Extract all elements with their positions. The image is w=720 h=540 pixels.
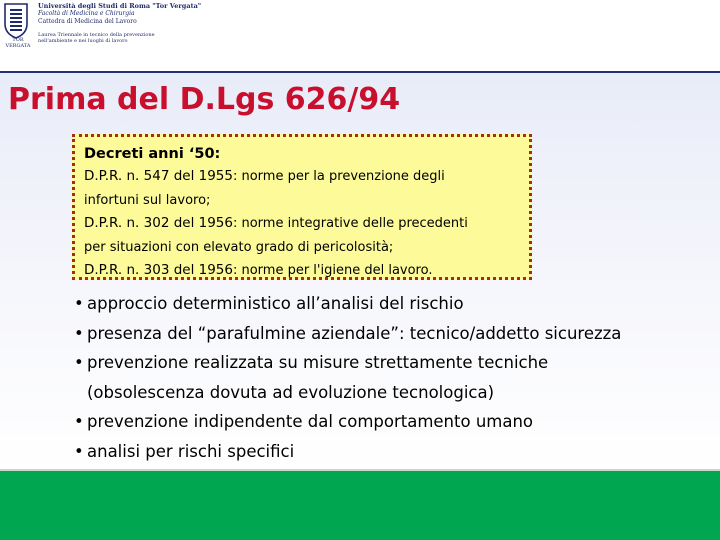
decree-ref: D.P.R. n. 547 del 1955	[84, 168, 233, 184]
bullet-item	[74, 437, 714, 467]
decree-desc: : norme per la prevenzione degli	[232, 169, 445, 184]
course-line-2: nell'ambiente e nei luoghi di lavoro	[38, 38, 128, 44]
bullet-icon: •	[74, 412, 84, 431]
institution-lines	[38, 2, 208, 44]
decreti-row	[84, 212, 521, 236]
decreti-row	[84, 165, 521, 189]
bullet-item	[74, 289, 714, 319]
chair-name: Cattedra di Medicina del Lavoro	[38, 18, 137, 25]
faculty-name: Facoltà di Medicina e Chirurgia	[38, 10, 135, 17]
slide-title: Prima del D.Lgs 626/94	[8, 82, 401, 117]
bullet-text: prevenzione realizzata su misure strettamente tecniche	[87, 353, 549, 372]
bullet-item	[74, 407, 714, 437]
bullet-item	[74, 319, 714, 349]
bullet-text: prevenzione indipendente dal comportamento umano	[87, 412, 534, 431]
university-name: Università degli Studi di Roma "Tor Vergata"	[38, 2, 202, 10]
bullet-continuation: (obsolescenza dovuta ad evoluzione tecnologica)	[87, 382, 495, 402]
decree-desc: : norme per l'igiene del lavoro.	[232, 263, 433, 278]
slide-header	[0, 0, 720, 72]
bullet-text: analisi per rischi specifici	[87, 441, 295, 461]
decreti-box	[72, 134, 532, 280]
decreti-heading: Decreti anni ‘50:	[84, 146, 221, 162]
decreti-row	[84, 236, 521, 260]
decree-ref: D.P.R. n. 302 del 1956	[84, 215, 233, 231]
header-rule	[0, 71, 720, 73]
bullet-icon: •	[74, 441, 84, 461]
bullet-text: presenza del “parafulmine aziendale”: tecnico/addetto sicurezza	[87, 323, 622, 343]
decreti-row	[84, 259, 521, 283]
bullet-icon: •	[74, 323, 84, 343]
bullet-text: approccio deterministico all’analisi del rischio	[87, 294, 464, 313]
decree-desc: : norme integrative delle precedenti	[232, 216, 468, 231]
bullet-icon: •	[74, 294, 84, 313]
crest-caption: TOR VERGATA	[5, 37, 31, 49]
bullet-icon: •	[74, 353, 84, 372]
decree-desc: infortuni sul lavoro;	[84, 192, 211, 208]
bullet-list	[74, 289, 714, 466]
decree-ref: D.P.R. n. 303 del 1956	[84, 262, 233, 278]
decree-desc: per situazioni con elevato grado di pericolosità;	[84, 239, 394, 255]
course-line-1: Laurea Triennale in tecnico della prevenzione	[38, 32, 155, 38]
footer-band	[0, 471, 720, 540]
bullet-item	[74, 348, 714, 378]
decreti-row	[84, 189, 521, 213]
